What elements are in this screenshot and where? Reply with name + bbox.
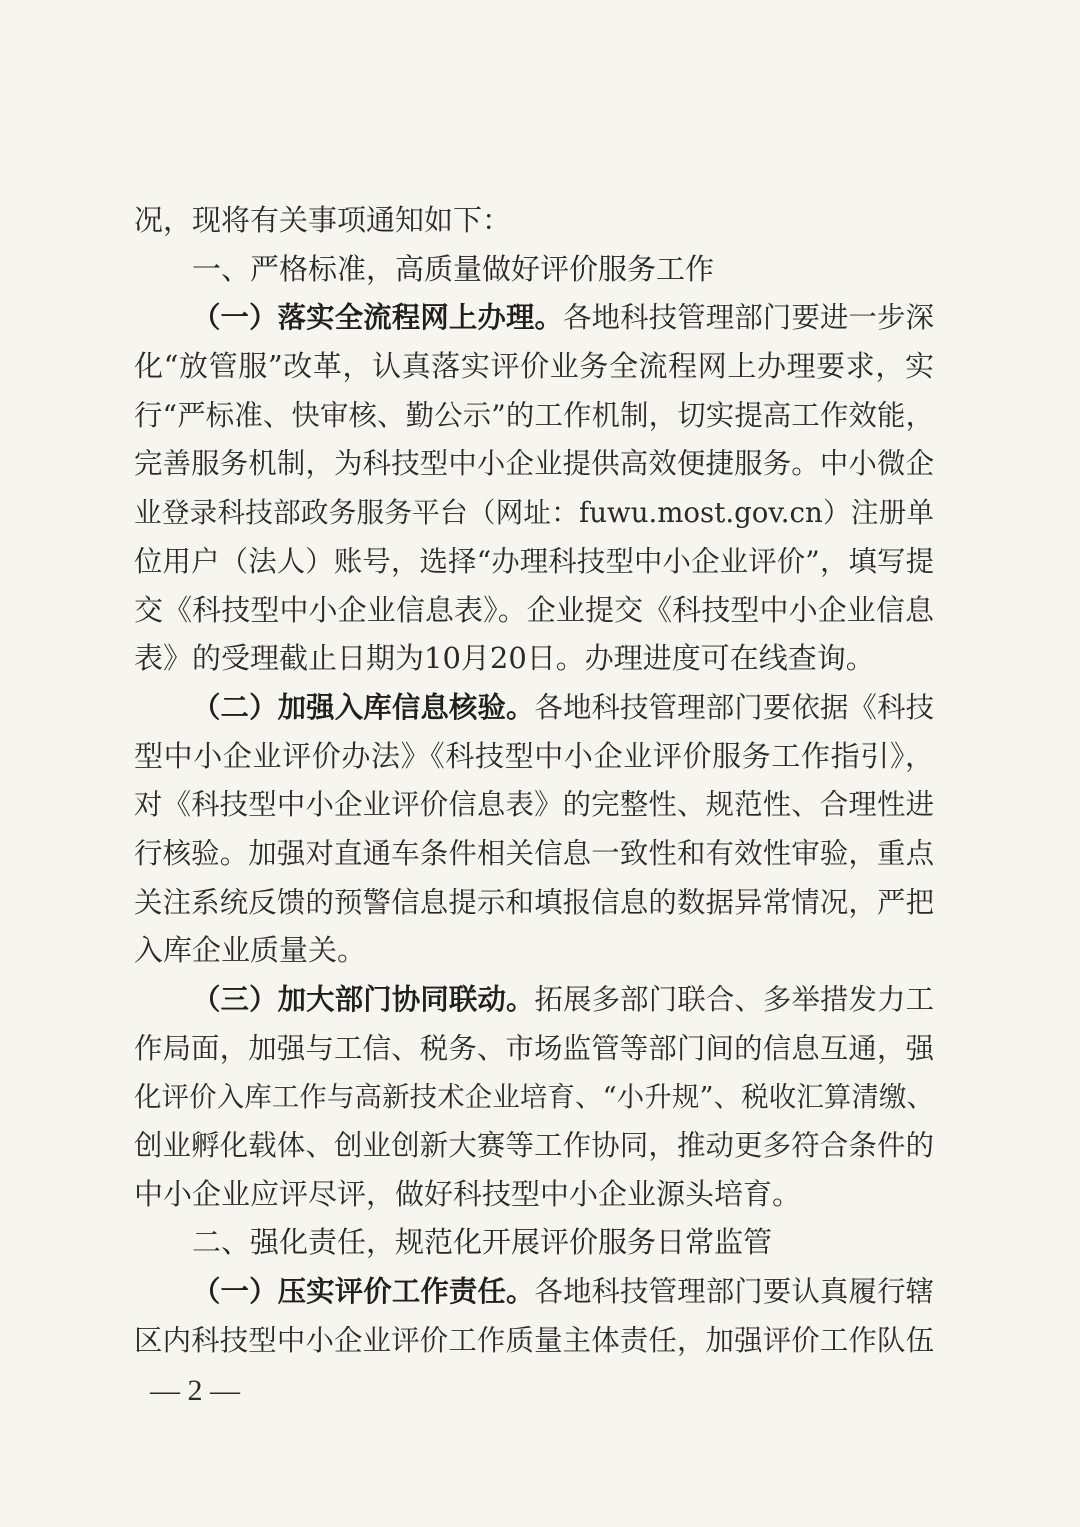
paragraph-line: 作局面，加强与工信、税务、市场监管等部门间的信息互通，强 (134, 1031, 934, 1065)
section-heading: 一、严格标准，高质量做好评价服务工作 (192, 251, 715, 286)
paragraph-line: 位用户（法人）账号，选择“办理科技型中小企业评价”，填写提 (134, 544, 934, 578)
paragraph-line: 创业孵化载体、创业创新大赛等工作协同，推动更多符合条件的 (134, 1129, 934, 1163)
paragraph-line: 化评价入库工作与高新技术企业培育、“小升规”、税收汇算清缴、 (134, 1082, 934, 1114)
paragraph-line: 入库企业质量关。 (134, 933, 367, 968)
paragraph-line: 区内科技型中小企业评价工作质量主体责任，加强评价工作队伍 (134, 1323, 934, 1357)
page-number: — 2 — (150, 1374, 240, 1407)
paragraph-line: 完善服务机制，为科技型中小企业提供高效便捷服务。中小微企 (134, 447, 934, 481)
paragraph-line: （三）加大部门协同联动。拓展多部门联合、多举措发力工 (192, 983, 935, 1016)
paragraph-line: 对《科技型中小企业评价信息表》的完整性、规范性、合理性进 (134, 788, 934, 822)
paragraph-line: 行“严标准、快审核、勤公示”的工作机制，切实提高工作效能， (134, 398, 934, 432)
paragraph-line: 中小企业应评尽评，做好科技型中小企业源头培育。 (134, 1176, 802, 1211)
document-body (134, 196, 934, 1365)
subsection-title: （二）加强入库信息核验。 (192, 690, 535, 724)
paragraph-line: 行核验。加强对直通车条件相关信息一致性和有效性审验，重点 (134, 836, 934, 870)
subsection-title: （三）加大部门协同联动。 (192, 983, 535, 1016)
paragraph-line: （二）加强入库信息核验。各地科技管理部门要依据《科技 (192, 690, 935, 724)
paragraph-line: 交《科技型中小企业信息表》。企业提交《科技型中小企业信息 (134, 592, 934, 627)
subsection-title: （一）落实全流程网上办理。 (192, 301, 564, 335)
paragraph-line: 况，现将有关事项通知如下： (134, 203, 512, 237)
paragraph-line: 表》的受理截止日期为10月20日。办理进度可在线查询。 (134, 641, 875, 676)
paragraph-line: （一）落实全流程网上办理。各地科技管理部门要进一步深 (192, 301, 935, 335)
paragraph-line: 化“放管服”改革，认真落实评价业务全流程网上办理要求，实 (134, 349, 934, 384)
paragraph-line: 型中小企业评价办法》《科技型中小企业评价服务工作指引》， (134, 738, 934, 773)
paragraph-line: （一）压实评价工作责任。各地科技管理部门要认真履行辖 (192, 1275, 935, 1309)
paragraph-line: 业登录科技部政务服务平台（网址：fuwu.most.gov.cn）注册单 (134, 496, 934, 530)
paragraph-line: 关注系统反馈的预警信息提示和填报信息的数据异常情况，严把 (134, 885, 934, 919)
section-heading: 二、强化责任，规范化开展评价服务日常监管 (192, 1225, 773, 1260)
subsection-title: （一）压实评价工作责任。 (192, 1275, 535, 1309)
